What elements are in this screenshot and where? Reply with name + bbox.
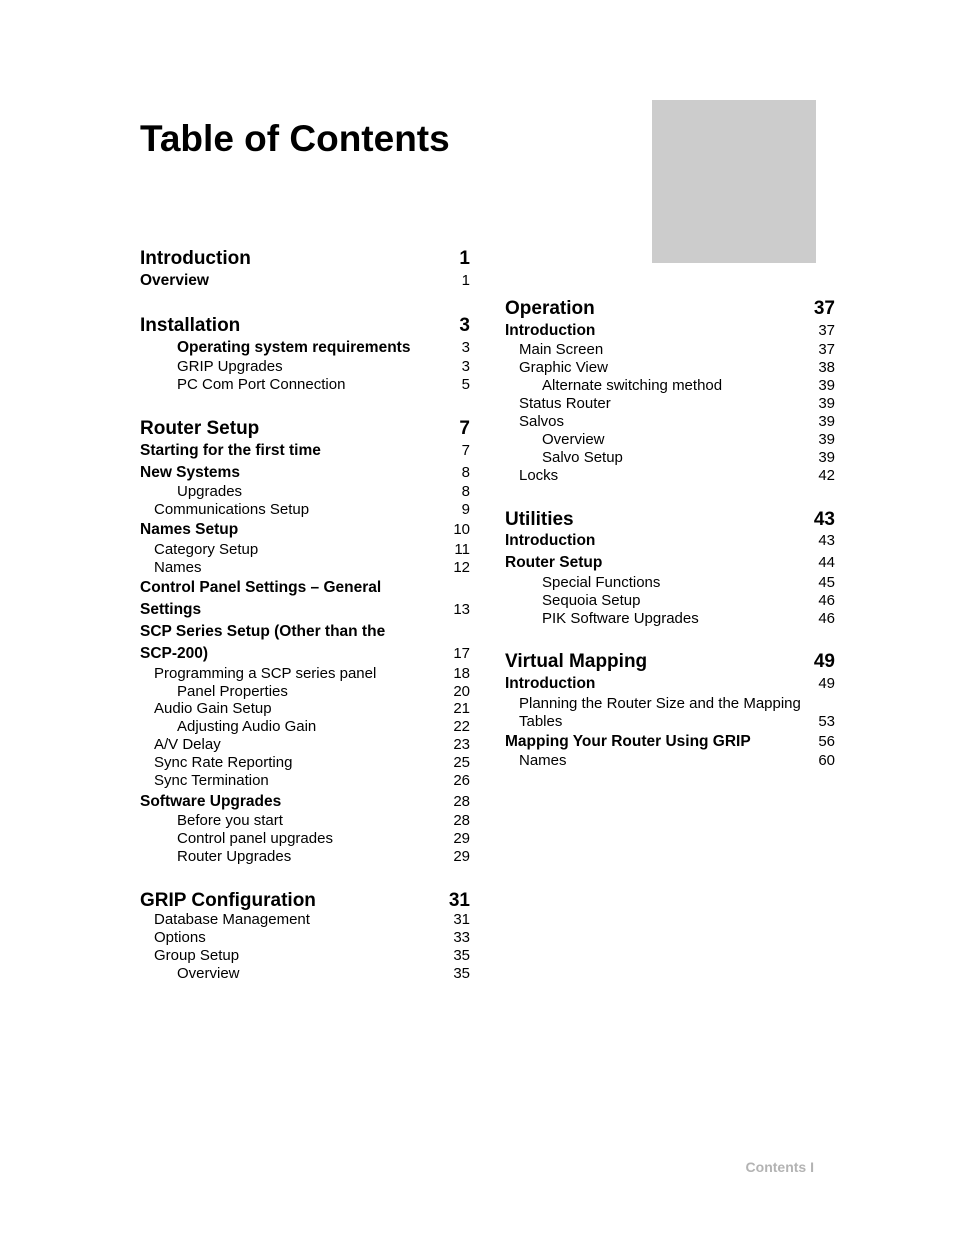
toc-left-column xyxy=(140,248,470,998)
toc-entry-label: Router Setup xyxy=(505,554,603,571)
toc-entry xyxy=(505,532,835,554)
toc-entry-label: Main Screen xyxy=(519,341,604,358)
toc-entry-page: 17 xyxy=(453,645,470,662)
toc-entry xyxy=(140,601,470,623)
toc-entry-label: A/V Delay xyxy=(154,736,221,753)
toc-entry-page: 29 xyxy=(453,830,470,847)
toc-entry-page: 39 xyxy=(818,377,835,394)
toc-entry-label: Tables xyxy=(519,713,563,730)
toc-entry-label: Control panel upgrades xyxy=(177,830,333,847)
toc-entry-label: GRIP Upgrades xyxy=(177,358,283,375)
toc-entry xyxy=(140,418,470,444)
toc-entry-page: 38 xyxy=(818,359,835,376)
toc-entry-page: 5 xyxy=(461,376,470,393)
toc-entry-page: 11 xyxy=(454,541,470,558)
toc-entry xyxy=(140,442,470,464)
toc-entry xyxy=(505,395,835,414)
toc-entry-page: 1 xyxy=(459,248,470,269)
toc-entry xyxy=(140,483,470,502)
toc-entry xyxy=(505,467,835,486)
toc-entry-label: PC Com Port Connection xyxy=(177,376,346,393)
toc-entry xyxy=(140,339,470,358)
toc-entry-page: 25 xyxy=(453,754,470,771)
toc-entry xyxy=(505,752,835,771)
toc-entry-page: 53 xyxy=(818,713,835,730)
toc-entry xyxy=(505,695,835,714)
toc-entry-label: Overview xyxy=(177,965,240,982)
toc-entry-label: Communications Setup xyxy=(154,501,310,518)
toc-entry-page: 60 xyxy=(818,752,835,769)
toc-entry-label: Mapping Your Router Using GRIP xyxy=(505,733,751,750)
toc-entry xyxy=(140,579,470,601)
toc-entry-page: 22 xyxy=(453,718,470,735)
toc-entry-label: Settings xyxy=(140,601,202,618)
toc-entry-label: Upgrades xyxy=(177,483,243,500)
toc-entry xyxy=(140,315,470,341)
toc-entry-label: Names xyxy=(154,559,202,576)
toc-entry-page: 12 xyxy=(453,559,470,576)
toc-entry-page: 8 xyxy=(461,483,470,500)
toc-entry-page: 31 xyxy=(453,911,470,928)
toc-entry-label: Introduction xyxy=(140,248,251,269)
toc-entry-label: Database Management xyxy=(154,911,310,928)
toc-entry xyxy=(505,449,835,468)
toc-entry xyxy=(140,812,470,831)
toc-entry-page: 20 xyxy=(453,683,470,700)
toc-entry-page: 35 xyxy=(453,965,470,982)
toc-entry xyxy=(505,554,835,576)
toc-entry xyxy=(140,521,470,543)
toc-entry xyxy=(140,358,470,377)
toc-entry-page: 8 xyxy=(461,464,470,481)
toc-entry-label: Group Setup xyxy=(154,947,240,964)
toc-entry-label: Sequoia Setup xyxy=(542,592,641,609)
page-footer: Contents I xyxy=(745,1159,814,1175)
toc-entry xyxy=(505,574,835,593)
toc-entry xyxy=(140,965,470,984)
toc-entry xyxy=(140,541,470,560)
toc-entry-label: Router Setup xyxy=(140,418,260,439)
decorative-gray-box xyxy=(652,100,816,263)
toc-entry-label: Panel Properties xyxy=(177,683,288,700)
toc-entry-page: 49 xyxy=(813,651,835,672)
toc-entry-label: Graphic View xyxy=(519,359,608,376)
toc-entry-page: 13 xyxy=(453,601,470,618)
toc-entry xyxy=(140,501,470,520)
toc-entry-label: Introduction xyxy=(505,675,596,692)
toc-entry xyxy=(505,413,835,432)
toc-entry-label: Installation xyxy=(140,315,241,336)
toc-entry xyxy=(140,623,470,645)
toc-entry-label: Operating system requirements xyxy=(177,339,411,356)
toc-entry-page: 29 xyxy=(453,848,470,865)
toc-entry xyxy=(505,651,835,677)
toc-entry-label: Planning the Router Size and the Mapping xyxy=(519,695,801,712)
toc-entry-page: 33 xyxy=(453,929,470,946)
toc-entry-page: 3 xyxy=(461,339,470,356)
toc-entry-label: Adjusting Audio Gain xyxy=(177,718,317,735)
toc-entry-page: 37 xyxy=(818,322,835,339)
toc-entry-page: 26 xyxy=(453,772,470,789)
toc-entry-page: 3 xyxy=(459,315,470,336)
toc-entry-label: SCP Series Setup (Other than the xyxy=(140,623,386,640)
toc-entry xyxy=(140,830,470,849)
toc-entry xyxy=(140,754,470,773)
toc-entry xyxy=(140,718,470,737)
toc-entry xyxy=(505,341,835,360)
page-title-text: Table of Contents xyxy=(140,118,450,159)
toc-entry-label: Utilities xyxy=(505,509,574,530)
toc-entry xyxy=(140,700,470,719)
toc-entry-label: Overview xyxy=(542,431,605,448)
toc-entry-page: 37 xyxy=(813,298,835,319)
toc-entry-page: 46 xyxy=(818,610,835,627)
toc-entry-page: 31 xyxy=(448,890,470,911)
page-title xyxy=(140,112,450,166)
toc-entry-label: Virtual Mapping xyxy=(505,651,648,672)
toc-entry-label: Starting for the first time xyxy=(140,442,321,459)
toc-entry xyxy=(140,559,470,578)
toc-entry-page: 37 xyxy=(818,341,835,358)
toc-entry-label: Salvo Setup xyxy=(542,449,623,466)
toc-entry-page: 39 xyxy=(818,413,835,430)
toc-entry-page: 39 xyxy=(818,431,835,448)
toc-entry-label: Category Setup xyxy=(154,541,259,558)
toc-entry xyxy=(505,359,835,378)
toc-entry xyxy=(140,272,470,294)
toc-entry xyxy=(140,911,470,930)
toc-entry-label: Router Upgrades xyxy=(177,848,292,865)
toc-entry-label: GRIP Configuration xyxy=(140,890,316,911)
toc-entry-label: Names Setup xyxy=(140,521,239,538)
toc-entry-page: 46 xyxy=(818,592,835,609)
toc-entry xyxy=(505,377,835,396)
toc-entry-label: Audio Gain Setup xyxy=(154,700,272,717)
toc-entry xyxy=(140,848,470,867)
toc-entry-label: Locks xyxy=(519,467,559,484)
toc-entry xyxy=(140,376,470,395)
toc-entry-page: 18 xyxy=(453,665,470,682)
toc-entry-label: Programming a SCP series panel xyxy=(154,665,377,682)
toc-entry-label: New Systems xyxy=(140,464,240,481)
toc-entry-label: PIK Software Upgrades xyxy=(542,610,699,627)
toc-entry-page: 49 xyxy=(818,675,835,692)
toc-entry-page: 7 xyxy=(461,442,470,459)
toc-entry-page: 28 xyxy=(453,812,470,829)
toc-entry-label: Special Functions xyxy=(542,574,661,591)
toc-entry-page: 42 xyxy=(818,467,835,484)
toc-entry-label: Operation xyxy=(505,298,595,319)
toc-entry-label: SCP-200) xyxy=(140,645,209,662)
toc-entry-page: 39 xyxy=(818,395,835,412)
toc-entry xyxy=(505,713,835,732)
toc-entry-page: 43 xyxy=(813,509,835,530)
toc-entry xyxy=(505,431,835,450)
toc-entry-page: 1 xyxy=(461,272,470,289)
toc-entry-page: 21 xyxy=(453,700,470,717)
toc-entry-page: 9 xyxy=(461,501,470,518)
toc-entry-label: Introduction xyxy=(505,532,596,549)
toc-entry-label: Sync Termination xyxy=(154,772,269,789)
toc-entry-page: 10 xyxy=(453,521,470,538)
toc-entry-page: 3 xyxy=(461,358,470,375)
toc-entry-page: 56 xyxy=(818,733,835,750)
toc-entry-label: Overview xyxy=(140,272,209,289)
toc-entry-label: Names xyxy=(519,752,567,769)
toc-entry-label: Salvos xyxy=(519,413,565,430)
toc-entry-page: 28 xyxy=(453,793,470,810)
toc-entry-label: Software Upgrades xyxy=(140,793,282,810)
toc-entry-page: 7 xyxy=(459,418,470,439)
toc-entry-label: Options xyxy=(154,929,206,946)
toc-entry-page: 44 xyxy=(818,554,835,571)
toc-entry-page: 23 xyxy=(453,736,470,753)
toc-entry-label: Status Router xyxy=(519,395,611,412)
toc-entry-label: Control Panel Settings – General xyxy=(140,579,382,596)
toc-entry xyxy=(505,298,835,324)
toc-entry xyxy=(505,592,835,611)
toc-entry-page: 43 xyxy=(818,532,835,549)
toc-entry-label: Alternate switching method xyxy=(542,377,723,394)
toc-entry-page: 35 xyxy=(453,947,470,964)
toc-entry-label: Sync Rate Reporting xyxy=(154,754,293,771)
toc-entry xyxy=(140,947,470,966)
toc-entry xyxy=(140,665,470,684)
toc-entry xyxy=(505,610,835,629)
toc-right-column xyxy=(505,298,835,778)
toc-entry xyxy=(505,675,835,697)
toc-entry xyxy=(140,736,470,755)
toc-entry-label: Introduction xyxy=(505,322,596,339)
toc-entry xyxy=(140,929,470,948)
toc-entry xyxy=(140,645,470,667)
toc-entry xyxy=(140,248,470,274)
toc-entry-label: Before you start xyxy=(177,812,283,829)
toc-entry-page: 39 xyxy=(818,449,835,466)
toc-entry xyxy=(140,772,470,791)
toc-entry-page: 45 xyxy=(818,574,835,591)
